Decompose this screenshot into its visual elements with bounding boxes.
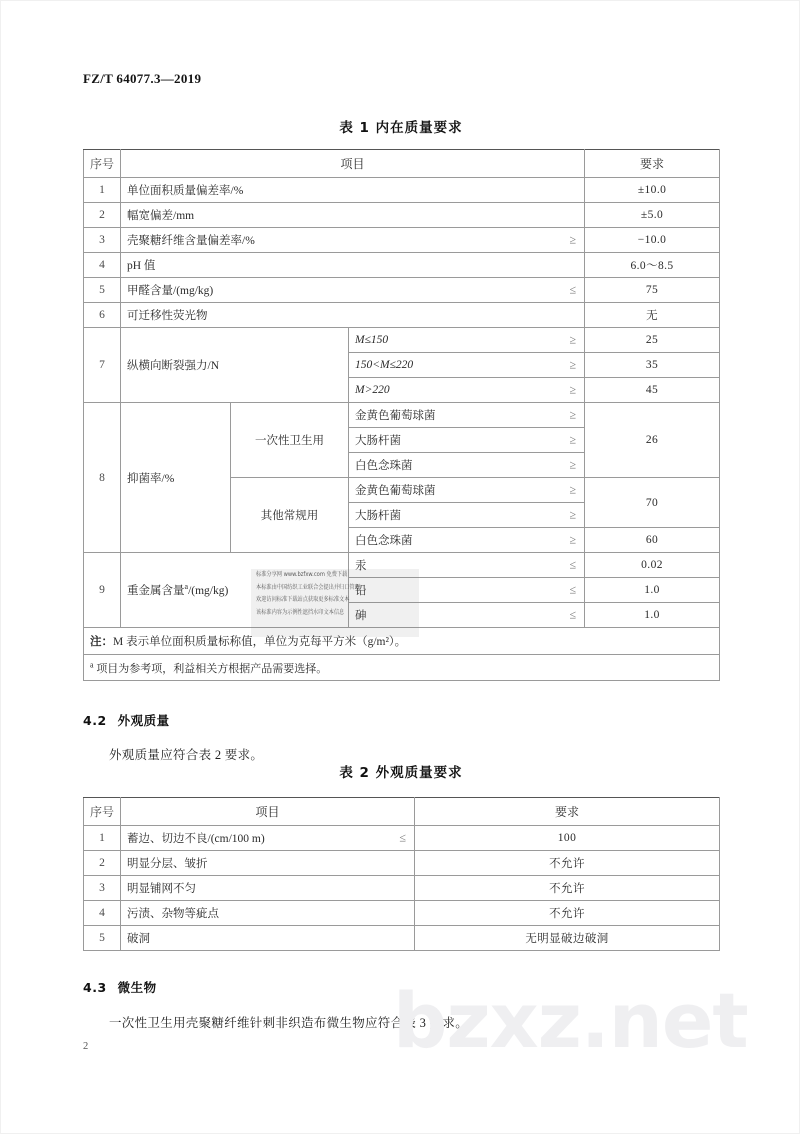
table2-caption: 表 2 外观质量要求 — [339, 765, 463, 781]
row-requirement: 不允许 — [415, 851, 720, 876]
row-index: 1 — [84, 178, 121, 203]
row-index: 4 — [84, 901, 121, 926]
overlay-watermark-block — [251, 569, 419, 637]
section-4-3-number: 4.3 — [83, 980, 107, 995]
table-row — [84, 403, 720, 428]
row-requirement: 26 — [585, 403, 720, 478]
overlay-watermark-line: 欢迎访问标准下载站点获取更多标准文本 — [256, 596, 350, 604]
row-requirement: 70 — [585, 478, 720, 528]
table2-wrap — [83, 797, 719, 951]
section-4-2-heading — [83, 711, 719, 729]
row-operator: ≥ — [569, 332, 577, 347]
section-4-2-title: 外观质量 — [117, 713, 170, 728]
row-condition: 金黄色葡萄球菌 — [355, 410, 436, 422]
overlay-watermark-line: 该标准内容为示例性遮挡水印文本信息 — [256, 609, 345, 617]
row-item — [121, 253, 585, 278]
row-condition: 砷 — [355, 610, 367, 622]
row-item — [121, 826, 415, 851]
row-item-label: 可迁移性荧光物 — [127, 310, 208, 322]
row-subitem — [349, 328, 585, 353]
row-requirement: 不允许 — [415, 876, 720, 901]
row-group-label: 其他常规用 — [231, 478, 349, 553]
table2-header-index: 序号 — [84, 798, 121, 826]
row-requirement: 不允许 — [415, 901, 720, 926]
row-group-label: 一次性卫生用 — [231, 403, 349, 478]
row-item-label: 破洞 — [127, 933, 150, 945]
row-condition: 大肠杆菌 — [355, 435, 401, 447]
row-requirement: 100 — [415, 826, 720, 851]
row-condition: 铅 — [355, 585, 367, 597]
site-watermark: bzxz.net — [393, 976, 748, 1065]
table2-header-row — [84, 798, 720, 826]
row-item-label: 单位面积质量偏差率/% — [127, 185, 244, 197]
row-item-prefix: 重金属含量 — [127, 585, 185, 597]
table-row — [84, 228, 720, 253]
table-row — [84, 303, 720, 328]
row-item — [121, 901, 415, 926]
row-item-label: 蓄边、切边不良/(cm/100 m) — [127, 833, 265, 845]
footnote-text: 项目为参考项，利益相关方根据产品需要选择。 — [96, 662, 328, 675]
table2-caption-wrap — [83, 761, 719, 781]
section-4-2-number: 4.2 — [83, 713, 107, 728]
table2-header-requirement: 要求 — [415, 798, 720, 826]
row-subitem — [349, 353, 585, 378]
row-index: 5 — [84, 926, 121, 951]
row-operator: ≤ — [569, 607, 577, 622]
row-index: 4 — [84, 253, 121, 278]
row-condition: 白色念珠菌 — [355, 535, 413, 547]
row-item — [121, 178, 585, 203]
note-text: M 表示单位面积质量标称值，单位为克每平方米（g/m²）。 — [113, 636, 407, 648]
table-row — [84, 901, 720, 926]
row-condition: 金黄色葡萄球菌 — [355, 485, 436, 497]
table-row — [84, 278, 720, 303]
row-operator: ≥ — [569, 482, 577, 497]
table1-caption-wrap — [83, 116, 719, 136]
row-requirement: 25 — [585, 328, 720, 353]
row-subitem — [349, 428, 585, 453]
row-subitem — [349, 478, 585, 503]
table1-header-row — [84, 150, 720, 178]
row-item — [121, 926, 415, 951]
row-requirement: ±5.0 — [585, 203, 720, 228]
row-operator: ≤ — [569, 557, 577, 572]
row-subitem — [349, 378, 585, 403]
row-operator: ≤ — [569, 582, 577, 597]
row-operator: ≥ — [569, 457, 577, 472]
overlay-watermark-line: 本标准由中国纺织工业联合会提出并归口管理 — [256, 584, 360, 591]
row-condition: M>220 — [355, 384, 390, 396]
table1-header-item: 项目 — [121, 150, 585, 178]
row-item-label: 抑菌率/% — [121, 403, 231, 553]
row-requirement: ±10.0 — [585, 178, 720, 203]
row-item-label: 甲醛含量/(mg/kg) — [127, 285, 214, 297]
row-subitem — [349, 503, 585, 528]
row-item-label: 污渍、杂物等疵点 — [127, 908, 219, 920]
table-row — [84, 851, 720, 876]
row-index: 5 — [84, 278, 121, 303]
row-index: 6 — [84, 303, 121, 328]
row-item — [121, 278, 585, 303]
row-requirement: 1.0 — [585, 603, 720, 628]
table-row — [84, 178, 720, 203]
row-index: 1 — [84, 826, 121, 851]
appearance-quality-table — [83, 797, 720, 951]
table-row — [84, 328, 720, 353]
row-operator: ≥ — [569, 532, 577, 547]
table1-header-requirement: 要求 — [585, 150, 720, 178]
row-requirement: 无 — [585, 303, 720, 328]
row-requirement: 无明显破边破洞 — [415, 926, 720, 951]
row-index: 7 — [84, 328, 121, 403]
row-condition: 大肠杆菌 — [355, 510, 401, 522]
row-item-label: 明显分层、皱折 — [127, 858, 208, 870]
row-item — [121, 876, 415, 901]
row-index: 9 — [84, 553, 121, 628]
row-requirement: 75 — [585, 278, 720, 303]
table-row — [84, 926, 720, 951]
row-subitem — [349, 403, 585, 428]
row-operator: ≥ — [569, 432, 577, 447]
row-index: 8 — [84, 403, 121, 553]
row-requirement: 35 — [585, 353, 720, 378]
row-index: 3 — [84, 876, 121, 901]
row-operator: ≥ — [569, 357, 577, 372]
table-row — [84, 826, 720, 851]
row-index: 2 — [84, 203, 121, 228]
row-condition: 汞 — [355, 560, 367, 572]
section-4-2-paragraph: 外观质量应符合表 2 要求。 — [109, 748, 264, 762]
table-row — [84, 203, 720, 228]
table1-footnote-cell — [84, 655, 720, 681]
row-item-suffix: /(mg/kg) — [188, 585, 229, 597]
row-requirement: 1.0 — [585, 578, 720, 603]
row-item — [121, 203, 585, 228]
row-item-label: 纵横向断裂强力/N — [121, 328, 349, 403]
section-4-3-paragraph: 一次性卫生用壳聚糖纤维针刺非织造布微生物应符合表 3 要求。 — [109, 1016, 469, 1030]
row-item — [121, 303, 585, 328]
section-4-3-title: 微生物 — [117, 980, 157, 995]
row-item-superscript: a — [184, 582, 189, 592]
table-row — [84, 876, 720, 901]
table1-footnote-row — [84, 655, 720, 681]
row-index: 2 — [84, 851, 121, 876]
row-condition: 白色念珠菌 — [355, 460, 413, 472]
page-number: 2 — [83, 1041, 89, 1052]
row-requirement: 60 — [585, 528, 720, 553]
note-label: 注： — [90, 636, 113, 648]
row-condition: 150<M≤220 — [355, 359, 414, 371]
section-4-2 — [83, 711, 719, 763]
table1-caption: 表 1 内在质量要求 — [339, 120, 463, 136]
row-item — [121, 851, 415, 876]
row-operator: ≥ — [569, 407, 577, 422]
row-condition: M≤150 — [355, 334, 389, 346]
row-requirement: −10.0 — [585, 228, 720, 253]
row-operator: ≤ — [399, 830, 406, 845]
row-item-label: pH 值 — [127, 260, 156, 272]
row-item — [121, 228, 585, 253]
row-item-label: 幅宽偏差/mm — [127, 210, 195, 222]
table1-header-index: 序号 — [84, 150, 121, 178]
row-operator: ≤ — [569, 282, 577, 297]
row-requirement: 45 — [585, 378, 720, 403]
row-operator: ≥ — [569, 232, 577, 247]
overlay-watermark-line: 标准分享网 www.bzfxw.com 免费下载 — [256, 571, 348, 579]
row-item-label: 壳聚糖纤维含量偏差率/% — [127, 235, 255, 247]
standard-number-header: FZ/T 64077.3—2019 — [83, 71, 202, 86]
row-item-label: 明显铺网不匀 — [127, 883, 196, 895]
row-requirement: 0.02 — [585, 553, 720, 578]
row-subitem — [349, 528, 585, 553]
row-index: 3 — [84, 228, 121, 253]
table-row — [84, 253, 720, 278]
row-requirement: 6.0～8.5 — [585, 253, 720, 278]
row-subitem — [349, 453, 585, 478]
footnote-marker: a — [90, 659, 94, 669]
table2-header-item: 项目 — [121, 798, 415, 826]
row-operator: ≥ — [569, 382, 577, 397]
row-operator: ≥ — [569, 507, 577, 522]
